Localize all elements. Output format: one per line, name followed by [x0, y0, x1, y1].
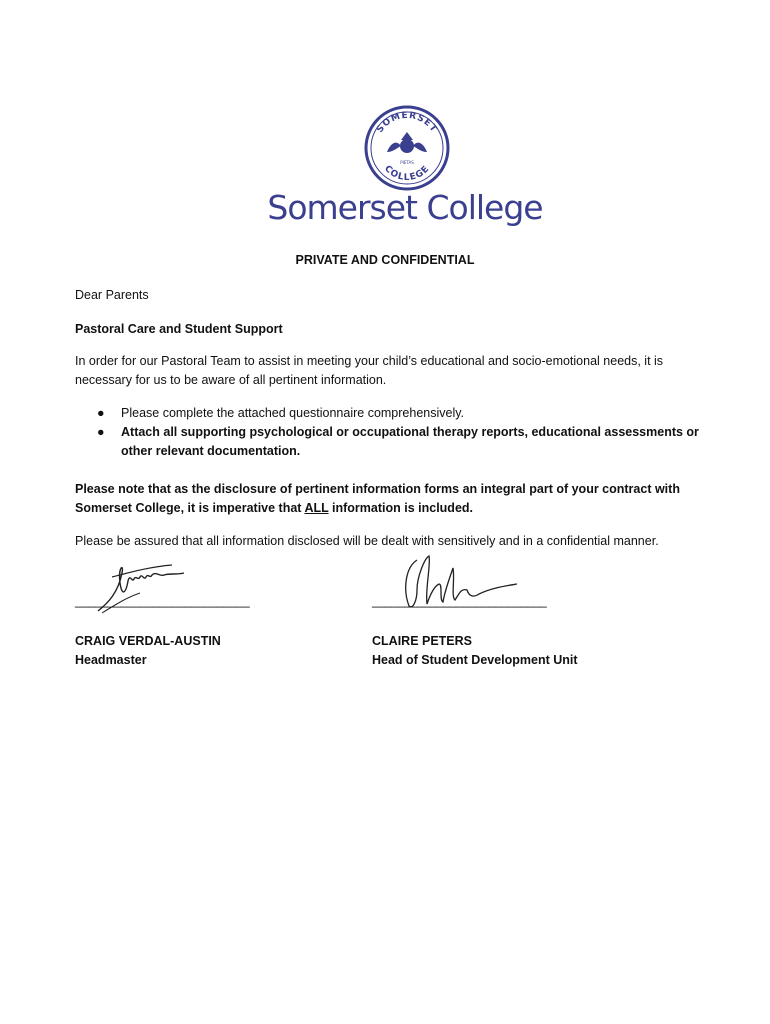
notice-text-after: information is included. [328, 501, 473, 515]
notice-text-before: Please note that as the disclosure of pertinent information forms an integral part of your contract with Somerset College, it is imperative that [75, 482, 680, 515]
list-item [75, 404, 700, 423]
crest-text-top: SOMERSET [375, 110, 439, 135]
intro-paragraph: In order for our Pastoral Team to assist in meeting your child’s educational and socio-emotional needs, it is necessary for us to be aware of all pertinent information. [75, 354, 664, 387]
signatory-name-headmaster: CRAIG VERDAL-AUSTIN [75, 634, 221, 648]
crest-motto: PIETAS [400, 160, 414, 165]
bullet-icon: ● [97, 425, 105, 439]
college-name: Somerset College [267, 188, 543, 227]
assurance-paragraph: Please be assured that all information disclosed will be dealt with sensitively and in a confidential manner. [75, 534, 659, 548]
instruction-list [75, 404, 700, 461]
signatory-title-head-student-development: Head of Student Development Unit [372, 653, 578, 667]
signature-line-head-student-development: ___________________________ [372, 594, 547, 608]
crest-text-bottom: COLLEGE [382, 163, 432, 184]
salutation: Dear Parents [75, 288, 149, 302]
list-item-text: Attach all supporting psychological or occupational therapy reports, educational assessments or other relevant documentation. [121, 425, 699, 458]
bullet-icon: ● [97, 406, 105, 420]
notice-emphasis: ALL [304, 501, 329, 515]
letter-heading: PRIVATE AND CONFIDENTIAL [295, 253, 475, 267]
signatory-name-head-student-development: CLAIRE PETERS [372, 634, 473, 648]
signatory-title-headmaster: Headmaster [75, 653, 147, 667]
notice-paragraph [75, 480, 700, 518]
subject-line: Pastoral Care and Student Support [75, 322, 283, 336]
list-item-text: Please complete the attached questionnaire comprehensively. [121, 406, 465, 420]
college-crest-logo [363, 104, 451, 192]
list-item [75, 423, 700, 461]
signature-line-headmaster: ___________________________ [75, 594, 250, 608]
